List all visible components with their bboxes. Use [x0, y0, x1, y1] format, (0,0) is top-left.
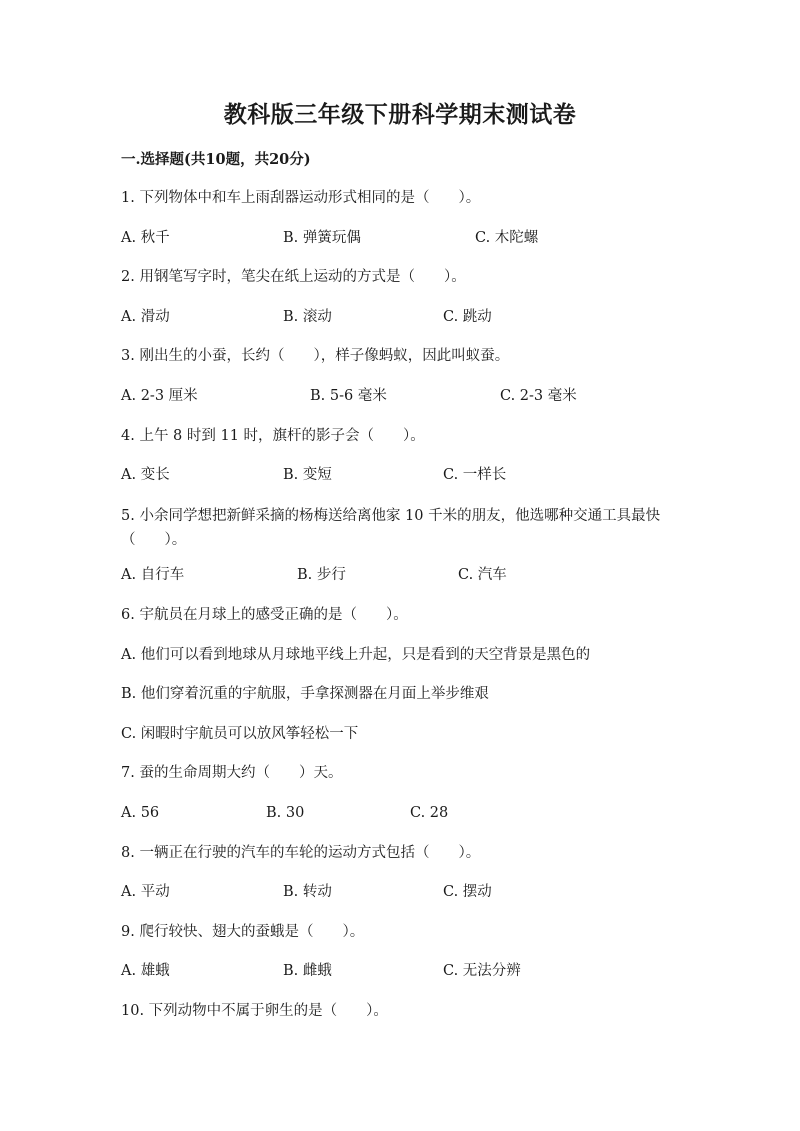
q8-option-a: A. 平动 — [121, 884, 170, 900]
q7-option-c: C. 28 — [410, 805, 449, 821]
q2-option-b: B. 滚动 — [283, 309, 332, 325]
question-10: 10. 下列动物中不属于卵生的是（ ）。 — [121, 1003, 388, 1019]
question-1: 1. 下列物体中和车上雨刮器运动形式相同的是（ ）。 — [121, 190, 481, 206]
q1-option-b: B. 弹簧玩偶 — [283, 230, 361, 246]
q9-option-c: C. 无法分辨 — [443, 963, 521, 979]
q5-option-c: C. 汽车 — [458, 567, 507, 583]
q5-option-b: B. 步行 — [297, 567, 346, 583]
q4-option-b: B. 变短 — [283, 467, 332, 483]
q4-option-a: A. 变长 — [121, 467, 170, 483]
q3-option-b: B. 5-6 毫米 — [310, 388, 387, 404]
question-3: 3. 刚出生的小蚕，长约（ ），样子像蚂蚁，因此叫蚁蚕。 — [121, 348, 510, 364]
question-6: 6. 宇航员在月球上的感受正确的是（ ）。 — [121, 607, 408, 623]
q4-option-c: C. 一样长 — [443, 467, 507, 483]
question-9: 9. 爬行较快、翅大的蚕蛾是（ ）。 — [121, 924, 365, 940]
q2-option-a: A. 滑动 — [121, 309, 170, 325]
q8-option-b: B. 转动 — [283, 884, 332, 900]
page-title: 教科版三年级下册科学期末测试卷 — [223, 101, 577, 128]
question-8: 8. 一辆正在行驶的汽车的车轮的运动方式包括（ ）。 — [121, 845, 481, 861]
q5-option-a: A. 自行车 — [121, 567, 185, 583]
q9-option-a: A. 雄蛾 — [121, 963, 170, 979]
q7-option-b: B. 30 — [266, 805, 305, 821]
q9-option-b: B. 雌蛾 — [283, 963, 332, 979]
question-4: 4. 上午 8 时到 11 时，旗杆的影子会（ ）。 — [121, 428, 425, 444]
question-7: 7. 蚕的生命周期大约（ ）天。 — [121, 765, 343, 781]
q3-option-c: C. 2-3 毫米 — [500, 388, 577, 404]
q7-option-a: A. 56 — [121, 805, 160, 821]
question-5: 5. 小余同学想把新鲜采摘的杨梅送给离他家 10 千米的朋友，他选哪种交通工具最快（ ）。 — [121, 508, 661, 548]
question-2: 2. 用钢笔写字时，笔尖在纸上运动的方式是（ ）。 — [121, 269, 466, 285]
q6-option-c: C. 闲暇时宇航员可以放风筝轻松一下 — [121, 726, 359, 742]
q6-option-b: B. 他们穿着沉重的宇航服，手拿探测器在月面上举步维艰 — [121, 686, 489, 702]
q2-option-c: C. 跳动 — [443, 309, 492, 325]
q1-option-a: A. 秋千 — [121, 230, 170, 246]
section-heading: 一.选择题(共10题，共20分) — [121, 151, 311, 168]
q3-option-a: A. 2-3 厘米 — [121, 388, 198, 404]
q6-option-a: A. 他们可以看到地球从月球地平线上升起，只是看到的天空背景是黑色的 — [121, 647, 591, 663]
q1-option-c: C. 木陀螺 — [475, 230, 539, 246]
q8-option-c: C. 摆动 — [443, 884, 492, 900]
